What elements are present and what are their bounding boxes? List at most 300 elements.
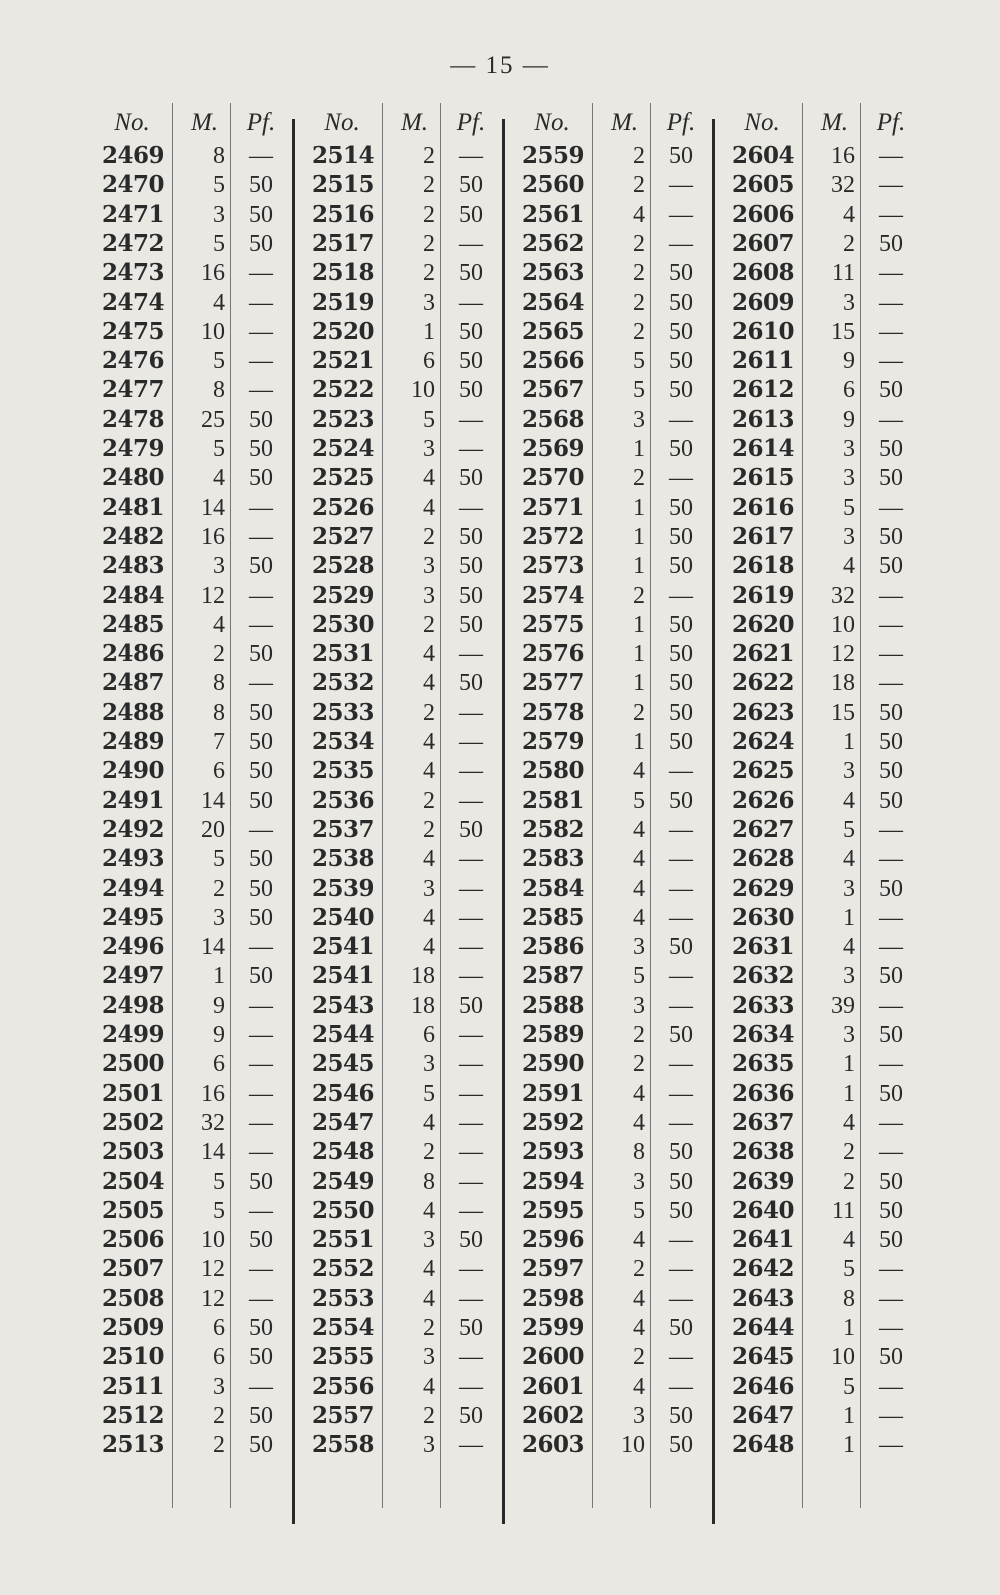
mark-value: 4 [633, 201, 645, 228]
item-number: 2576 [521, 640, 584, 668]
item-number: 2647 [731, 1401, 794, 1429]
item-number: 2507 [101, 1255, 164, 1283]
mark-value: 10 [831, 611, 855, 638]
pfennig-value: — [459, 904, 483, 931]
mark-value: 32 [201, 1109, 225, 1136]
item-number: 2620 [731, 610, 794, 638]
item-number: 2499 [101, 1021, 164, 1048]
pfennig-value: — [459, 289, 483, 316]
pfennig-value: — [459, 1256, 483, 1283]
pfennig-value: — [669, 1051, 693, 1078]
group-divider [502, 119, 505, 1524]
item-number: 2515 [311, 171, 374, 199]
pfennig-value: 50 [249, 1344, 273, 1371]
pfennig-value: — [879, 1139, 903, 1166]
mark-value: 3 [843, 465, 855, 492]
mark-value: 3 [633, 1168, 645, 1195]
item-number: 2640 [731, 1196, 794, 1224]
mark-value: 8 [633, 1139, 645, 1166]
item-number: 2607 [731, 229, 794, 257]
pfennig-value: — [879, 1109, 903, 1136]
pfennig-value: 50 [879, 436, 903, 462]
pfennig-value: — [249, 582, 273, 609]
mark-value: 3 [843, 436, 855, 462]
mark-value: 2 [633, 230, 645, 257]
pfennig-value: 50 [459, 260, 483, 287]
pfennig-value: — [249, 992, 273, 1019]
mark-value: 2 [213, 1402, 225, 1429]
item-number: 2534 [311, 728, 374, 755]
pfennig-value: — [249, 318, 273, 345]
mark-value: 15 [831, 699, 855, 726]
item-number: 2637 [731, 1108, 794, 1136]
pfennig-value: — [249, 611, 273, 638]
mark-value: 1 [633, 641, 645, 668]
item-number: 2636 [731, 1079, 794, 1107]
column-divider [802, 103, 803, 1508]
item-number: 2509 [101, 1314, 164, 1341]
mark-value: 4 [423, 1197, 435, 1224]
pfennig-value: 50 [459, 1315, 483, 1341]
item-number: 2581 [521, 786, 584, 814]
mark-value: 2 [633, 289, 645, 316]
item-number: 2482 [101, 522, 164, 550]
item-number: 2497 [101, 962, 164, 990]
mark-value: 1 [213, 963, 225, 990]
item-number: 2556 [311, 1372, 374, 1400]
mark-value: 1 [633, 494, 645, 521]
item-number: 2573 [521, 552, 584, 580]
item-number: 2611 [731, 347, 794, 375]
pfennig-value: 50 [669, 1432, 693, 1459]
pfennig-value: 50 [459, 553, 483, 580]
mark-value: 16 [831, 143, 855, 169]
item-number: 2598 [521, 1284, 584, 1312]
item-number: 2585 [521, 903, 584, 931]
pfennig-value: 50 [249, 758, 273, 785]
pfennig-value: — [249, 377, 273, 404]
pfennig-value: — [669, 992, 693, 1019]
item-number: 2469 [101, 142, 164, 169]
pfennig-value: — [459, 1285, 483, 1312]
mark-value: 3 [213, 1373, 225, 1400]
item-number: 2623 [731, 698, 794, 726]
pfennig-value: 50 [249, 1315, 273, 1341]
item-number: 2638 [731, 1138, 794, 1166]
pfennig-value: 50 [459, 348, 483, 375]
item-number: 2558 [311, 1431, 374, 1459]
mark-value: 1 [633, 523, 645, 550]
pfennig-value: — [459, 1022, 483, 1048]
pfennig-value: 50 [249, 465, 273, 492]
item-number: 2567 [521, 376, 584, 404]
item-number: 2646 [731, 1372, 794, 1400]
pfennig-value: 50 [459, 523, 483, 550]
pfennig-value: 50 [249, 875, 273, 902]
pfennig-value: 50 [879, 787, 903, 814]
mark-value: 2 [213, 875, 225, 902]
pfennig-value: — [459, 963, 483, 990]
pfennig-value: — [669, 465, 693, 492]
item-number: 2591 [521, 1079, 584, 1107]
mark-value: 5 [633, 1197, 645, 1224]
group-divider [292, 119, 295, 1524]
mark-value: 2 [423, 816, 435, 843]
item-number: 2536 [311, 786, 374, 814]
header-no: No. [114, 109, 150, 136]
item-number: 2514 [311, 142, 374, 169]
pfennig-value: — [879, 641, 903, 668]
mark-value: 5 [633, 787, 645, 814]
item-number: 2529 [311, 581, 374, 609]
item-number: 2547 [311, 1108, 374, 1136]
item-number: 2481 [101, 493, 164, 521]
mark-value: 2 [423, 230, 435, 257]
item-number: 2495 [101, 903, 164, 931]
mark-value: 2 [633, 1051, 645, 1078]
item-number: 2489 [101, 728, 164, 755]
item-number: 2525 [311, 464, 374, 492]
pfennig-value: 50 [249, 1402, 273, 1429]
item-number: 2631 [731, 933, 794, 961]
column-divider [860, 103, 861, 1508]
item-number: 2594 [521, 1167, 584, 1195]
mark-value: 4 [843, 1109, 855, 1136]
item-number: 2518 [311, 259, 374, 287]
item-number: 2564 [521, 288, 584, 316]
item-number: 2566 [521, 347, 584, 375]
item-number: 2480 [101, 464, 164, 492]
item-number: 2587 [521, 962, 584, 990]
item-number: 2635 [731, 1050, 794, 1078]
item-number: 2595 [521, 1196, 584, 1224]
item-number: 2615 [731, 464, 794, 492]
mark-value: 2 [213, 641, 225, 668]
item-number: 2557 [311, 1401, 374, 1429]
pfennig-value: — [669, 875, 693, 902]
item-number: 2524 [311, 435, 374, 462]
mark-value: 1 [843, 1315, 855, 1341]
pfennig-value: — [669, 1256, 693, 1283]
column-divider [230, 103, 231, 1508]
pfennig-value: 50 [669, 143, 693, 169]
mark-value: 16 [201, 1080, 225, 1107]
pfennig-value: — [459, 699, 483, 726]
item-number: 2552 [311, 1255, 374, 1283]
item-number: 2561 [521, 200, 584, 228]
pfennig-value: 50 [459, 465, 483, 492]
mark-value: 4 [423, 904, 435, 931]
pfennig-value: — [459, 875, 483, 902]
item-number: 2501 [101, 1079, 164, 1107]
pfennig-value: — [879, 670, 903, 697]
pfennig-value: — [459, 406, 483, 433]
item-number: 2479 [101, 435, 164, 462]
item-number: 2485 [101, 610, 164, 638]
pfennig-value: 50 [669, 787, 693, 814]
pfennig-value: — [459, 1139, 483, 1166]
pfennig-value: 50 [879, 875, 903, 902]
mark-value: 1 [843, 904, 855, 931]
mark-value: 4 [213, 465, 225, 492]
item-number: 2578 [521, 698, 584, 726]
pfennig-value: 50 [669, 699, 693, 726]
mark-value: 2 [633, 318, 645, 345]
mark-value: 3 [633, 934, 645, 961]
item-number: 2602 [521, 1401, 584, 1429]
pfennig-value: — [249, 1139, 273, 1166]
pfennig-value: — [879, 816, 903, 843]
pfennig-value: — [879, 582, 903, 609]
pfennig-value: — [249, 260, 273, 287]
item-number: 2583 [521, 845, 584, 873]
pfennig-value: — [459, 1080, 483, 1107]
item-number: 2513 [101, 1431, 164, 1459]
item-number: 2629 [731, 874, 794, 902]
pfennig-value: 50 [249, 201, 273, 228]
mark-value: 4 [423, 934, 435, 961]
item-number: 2496 [101, 933, 164, 961]
pfennig-value: — [879, 348, 903, 375]
item-number: 2543 [311, 991, 374, 1019]
mark-value: 4 [423, 1256, 435, 1283]
mark-value: 16 [201, 260, 225, 287]
mark-value: 4 [423, 641, 435, 668]
pfennig-value: 50 [669, 260, 693, 287]
header-pf: Pf. [666, 109, 696, 136]
item-number: 2592 [521, 1108, 584, 1136]
mark-value: 14 [201, 1139, 225, 1166]
item-number: 2617 [731, 522, 794, 550]
mark-value: 6 [213, 1315, 225, 1341]
pfennig-value: — [879, 406, 903, 433]
item-number: 2572 [521, 522, 584, 550]
pfennig-value: — [249, 143, 273, 169]
mark-value: 3 [423, 436, 435, 462]
mark-value: 1 [633, 553, 645, 580]
mark-value: 4 [633, 904, 645, 931]
mark-value: 4 [633, 1109, 645, 1136]
mark-value: 10 [621, 1432, 645, 1459]
mark-value: 4 [843, 553, 855, 580]
mark-value: 4 [633, 1285, 645, 1312]
item-number: 2503 [101, 1138, 164, 1166]
item-number: 2538 [311, 845, 374, 873]
mark-value: 4 [213, 289, 225, 316]
mark-value: 18 [831, 670, 855, 697]
mark-value: 3 [423, 1432, 435, 1459]
item-number: 2562 [521, 229, 584, 257]
pfennig-value: — [459, 1373, 483, 1400]
item-number: 2470 [101, 171, 164, 199]
pfennig-value: 50 [879, 963, 903, 990]
item-number: 2535 [311, 757, 374, 785]
mark-value: 2 [633, 1256, 645, 1283]
mark-value: 3 [843, 1022, 855, 1048]
mark-value: 11 [831, 260, 855, 287]
mark-value: 2 [843, 1168, 855, 1195]
pfennig-value: 50 [879, 523, 903, 550]
pfennig-value: 50 [249, 641, 273, 668]
mark-value: 8 [213, 377, 225, 404]
pfennig-value: — [669, 1373, 693, 1400]
pfennig-value: — [879, 934, 903, 961]
pfennig-value: — [459, 1432, 483, 1459]
header-pf: Pf. [456, 109, 486, 136]
mark-value: 2 [633, 172, 645, 199]
pfennig-value: — [879, 846, 903, 873]
mark-value: 6 [213, 1051, 225, 1078]
item-number: 2624 [731, 728, 794, 755]
mark-value: 3 [423, 875, 435, 902]
pfennig-value: — [669, 963, 693, 990]
item-number: 2571 [521, 493, 584, 521]
item-number: 2506 [101, 1226, 164, 1254]
pfennig-value: 50 [249, 553, 273, 580]
item-number: 2522 [311, 376, 374, 404]
item-number: 2539 [311, 874, 374, 902]
mark-value: 2 [423, 787, 435, 814]
item-number: 2533 [311, 698, 374, 726]
pfennig-value: 50 [669, 553, 693, 580]
mark-value: 32 [831, 582, 855, 609]
mark-value: 1 [633, 436, 645, 462]
item-number: 2491 [101, 786, 164, 814]
item-number: 2643 [731, 1284, 794, 1312]
pfennig-value: — [249, 670, 273, 697]
item-number: 2588 [521, 991, 584, 1019]
header-m: M. [820, 109, 849, 136]
header-m: M. [400, 109, 429, 136]
pfennig-value: 50 [669, 318, 693, 345]
group-divider [712, 119, 715, 1524]
item-number: 2616 [731, 493, 794, 521]
item-number: 2502 [101, 1108, 164, 1136]
item-number: 2517 [311, 229, 374, 257]
pfennig-value: — [249, 523, 273, 550]
pfennig-value: — [249, 1256, 273, 1283]
mark-value: 1 [633, 729, 645, 755]
pfennig-value: — [879, 172, 903, 199]
mark-value: 4 [423, 1285, 435, 1312]
item-number: 2597 [521, 1255, 584, 1283]
mark-value: 10 [411, 377, 435, 404]
pfennig-value: — [459, 1197, 483, 1224]
mark-value: 1 [843, 1051, 855, 1078]
mark-value: 2 [423, 201, 435, 228]
pfennig-value: — [879, 992, 903, 1019]
item-number: 2520 [311, 317, 374, 345]
mark-value: 4 [843, 846, 855, 873]
item-number: 2510 [101, 1343, 164, 1371]
item-number: 2505 [101, 1196, 164, 1224]
mark-value: 8 [213, 670, 225, 697]
page-number: — 15 — [450, 52, 550, 79]
pfennig-value: 50 [249, 729, 273, 755]
item-number: 2544 [311, 1021, 374, 1048]
mark-value: 4 [423, 758, 435, 785]
item-number: 2621 [731, 640, 794, 668]
item-number: 2601 [521, 1372, 584, 1400]
pfennig-value: — [249, 1051, 273, 1078]
pfennig-value: — [459, 787, 483, 814]
item-number: 2548 [311, 1138, 374, 1166]
pfennig-value: 50 [669, 436, 693, 462]
item-number: 2641 [731, 1226, 794, 1254]
item-number: 2500 [101, 1050, 164, 1078]
item-number: 2471 [101, 200, 164, 228]
mark-value: 5 [213, 230, 225, 257]
pfennig-value: — [669, 201, 693, 228]
pfennig-value: 50 [249, 1168, 273, 1195]
item-number: 2634 [731, 1021, 794, 1048]
header-m: M. [610, 109, 639, 136]
mark-value: 39 [831, 992, 855, 1019]
pfennig-value: 50 [669, 1022, 693, 1048]
mark-value: 32 [831, 172, 855, 199]
item-number: 2628 [731, 845, 794, 873]
pfennig-value: — [879, 1315, 903, 1341]
mark-value: 10 [831, 1344, 855, 1371]
item-number: 2582 [521, 815, 584, 843]
item-number: 2614 [731, 435, 794, 462]
pfennig-value: — [249, 1285, 273, 1312]
mark-value: 6 [423, 1022, 435, 1048]
mark-value: 6 [213, 758, 225, 785]
header-pf: Pf. [876, 109, 906, 136]
item-number: 2599 [521, 1314, 584, 1341]
mark-value: 3 [843, 875, 855, 902]
mark-value: 3 [423, 1051, 435, 1078]
mark-value: 3 [843, 758, 855, 785]
column-divider [382, 103, 383, 1508]
pfennig-value: — [459, 1109, 483, 1136]
pfennig-value: — [879, 1373, 903, 1400]
mark-value: 8 [423, 1168, 435, 1195]
pfennig-value: 50 [459, 318, 483, 345]
header-no: No. [324, 109, 360, 136]
item-number: 2531 [311, 640, 374, 668]
item-number: 2568 [521, 405, 584, 433]
mark-value: 25 [201, 406, 225, 433]
pfennig-value: — [249, 348, 273, 375]
pfennig-value: — [879, 1256, 903, 1283]
pfennig-value: 50 [879, 230, 903, 257]
pfennig-value: 50 [669, 1315, 693, 1341]
mark-value: 8 [213, 143, 225, 169]
item-number: 2644 [731, 1314, 794, 1341]
pfennig-value: 50 [459, 377, 483, 404]
mark-value: 3 [633, 1402, 645, 1429]
item-number: 2488 [101, 698, 164, 726]
pfennig-value: — [879, 904, 903, 931]
mark-value: 4 [423, 729, 435, 755]
mark-value: 5 [213, 846, 225, 873]
mark-value: 3 [213, 553, 225, 580]
pfennig-value: 50 [669, 523, 693, 550]
item-number: 2508 [101, 1284, 164, 1312]
item-number: 2490 [101, 757, 164, 785]
pfennig-value: — [459, 1344, 483, 1371]
item-number: 2618 [731, 552, 794, 580]
pfennig-value: — [459, 846, 483, 873]
mark-value: 5 [633, 377, 645, 404]
pfennig-value: 50 [459, 670, 483, 697]
mark-value: 1 [843, 1402, 855, 1429]
item-number: 2630 [731, 903, 794, 931]
pfennig-value: — [879, 1051, 903, 1078]
item-number: 2504 [101, 1167, 164, 1195]
